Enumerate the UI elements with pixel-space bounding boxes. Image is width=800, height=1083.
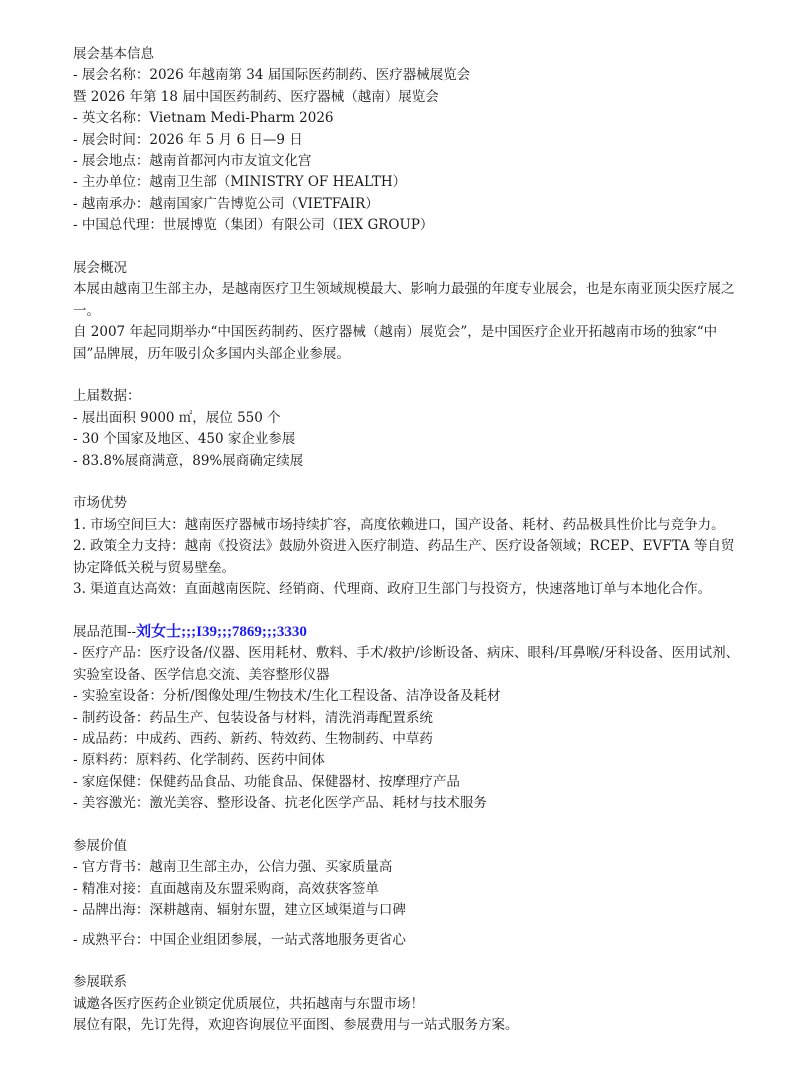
scope-item: - 原料药：原料药、化学制药、医药中间体 [73,752,325,769]
value-item: - 成熟平台：中国企业组团参展，一站式落地服务更省心 [73,931,406,948]
info-item: 暨 2026 年第 18 届中国医药制药、医疗器械（越南）展览会 [73,88,439,105]
overview-section [73,258,743,365]
scope-item: - 美容激光：激光美容、整形设备、抗老化医学产品、耗材与技术服务 [73,795,487,812]
spacer [73,815,743,836]
section-heading: 展品范围-- [73,623,137,640]
section-heading: 参展联系 [73,974,127,991]
market-item: 1. 市场空间巨大：越南医疗器械市场持续扩容，高度依赖进口，国产设备、耗材、药品极具性价比与竞争力。 [73,516,725,533]
section-heading: 展会基本信息 [73,46,154,62]
value-item: - 精准对接：直面越南及东盟采购商，高效获客签单 [73,880,379,897]
section-heading: 展会概况 [73,260,127,277]
section-heading: 市场优势 [73,495,127,512]
section-heading: 上届数据： [73,388,141,405]
value-item: - 官方背书：越南卫生部主办，公信力强、买家质量高 [73,859,393,876]
stat-item: - 展出面积 9000 ㎡，展位 550 个 [73,409,281,426]
value-section [73,836,743,951]
basic-info-section [73,44,743,237]
info-item: - 中国总代理：世展博览（集团）有限公司（IEX GROUP） [73,217,434,234]
overview-paragraph: 本展由越南卫生部主办，是越南医疗卫生领域规模最大、影响力最强的年度专业展会，也是东南亚顶尖医疗展之一。 [73,281,735,319]
scope-section [73,622,743,815]
contact-info: 刘女士;;;I39;;;7869;;;3330 [136,623,307,640]
contact-line: 诚邀各医疗医药企业锁定优质展位，共拓越南与东盟市场！ [73,995,424,1012]
spacer [73,601,743,622]
contact-section [73,972,743,1036]
info-item: - 越南承办：越南国家广告博览公司（VIETFAIR） [73,195,379,212]
scope-item: - 医疗产品：医疗设备/仪器、医用耗材、敷料、手术/救护/诊断设备、病床、眼科/耳鼻喉/牙科设备、医用试剂、实验室设备、医学信息交流、美容整形仪器 [73,645,740,683]
spacer [73,951,743,972]
market-item: 3. 渠道直达高效：直面越南医院、经销商、代理商、政府卫生部门与投资方，快速落地订单与本地化合作。 [73,581,712,598]
scope-item: - 成品药：中成药、西药、新药、特效药、生物制药、中草药 [73,730,433,747]
overview-paragraph: 自 2007 年起同期举办“中国医药制药、医疗器械（越南）展览会”，是中国医疗企业开拓越南市场的独家“中国”品牌展，历年吸引众多国内头部企业参展。 [73,324,718,362]
stat-item: - 83.8%展商满意，89%展商确定续展 [73,452,304,469]
spacer [73,922,743,930]
info-item: - 展会时间：2026 年 5 月 6 日—9 日 [73,131,303,148]
spacer [73,237,743,258]
info-item: - 主办单位：越南卫生部（MINISTRY OF HEALTH） [73,174,407,191]
last-edition-section [73,386,743,472]
spacer [73,472,743,493]
market-section [73,493,743,600]
spacer [73,365,743,386]
document-page [73,44,743,1037]
scope-item: - 实验室设备：分析/图像处理/生物技术/生化工程设备、洁净设备及耗材 [73,688,501,705]
market-item: 2. 政策全力支持：越南《投资法》鼓励外资进入医疗制造、药品生产、医疗设备领域；RCEP、EVFTA 等自贸协定降低关税与贸易壁垒。 [73,538,735,576]
scope-item: - 家庭保健：保健药品食品、功能食品、保健器材、按摩理疗产品 [73,773,460,790]
contact-line: 展位有限，先订先得，欢迎咨询展位平面图、参展费用与一站式服务方案。 [73,1017,519,1034]
value-item: - 品牌出海：深耕越南、辐射东盟，建立区域渠道与口碑 [73,902,406,919]
scope-heading-line [73,622,743,643]
section-heading: 参展价值 [73,837,127,854]
info-item: - 展会地点：越南首都河内市友谊文化宫 [73,153,312,170]
info-item: - 英文名称：Vietnam Medi-Pharm 2026 [73,110,334,127]
scope-item: - 制药设备：药品生产、包装设备与材料，清洗消毒配置系统 [73,709,433,726]
stat-item: - 30 个国家及地区、450 家企业参展 [73,431,296,448]
info-item: - 展会名称：2026 年越南第 34 届国际医药制药、医疗器械展览会 [73,67,471,84]
